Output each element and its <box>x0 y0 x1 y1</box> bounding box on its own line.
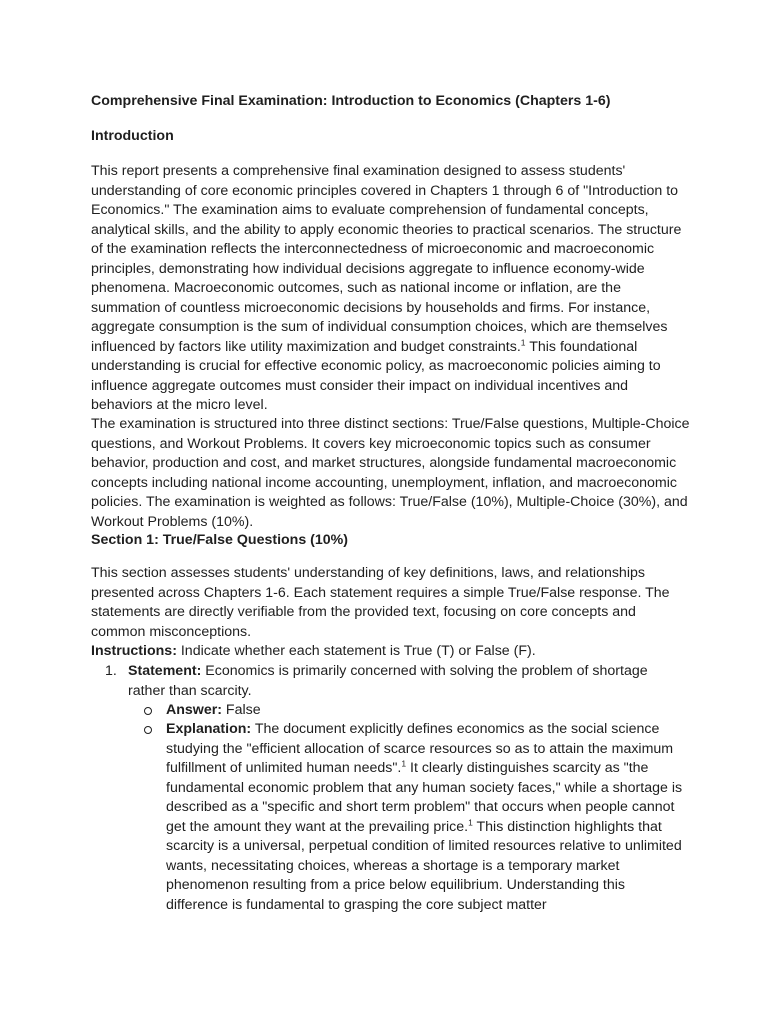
introduction-paragraph-2: The examination is structured into three distinct sections: True/False questions, Multiple-Choice questions, and Workout Problems. It covers key microeconomic topics such as consumer behavior, production and cost, and market structures, alongside fundamental macroeconomic concepts including national income accounting, unemployment, inflation, and macroeconomic policies. The examination is weighted as follows: True/False (10%), Multiple-Choice (30%), and Workout Problems (10%). <box>91 416 690 530</box>
instructions-label: Instructions: <box>91 643 177 659</box>
introduction-paragraph-1 <box>91 162 691 416</box>
circle-bullet-icon <box>144 707 152 715</box>
circle-bullet-icon <box>144 726 152 734</box>
answer-label: Answer: <box>166 702 222 718</box>
answer-text: False <box>221 702 261 718</box>
document-title: Comprehensive Final Examination: Introduction to Economics (Chapters 1-6) <box>91 93 611 109</box>
footnote-marker: 1 <box>401 758 407 769</box>
footnote-marker: 1 <box>468 816 473 827</box>
statement-label: Statement: <box>128 663 202 679</box>
introduction-heading: Introduction <box>91 128 174 144</box>
explanation-text-a: The document explicitly defines economics as the social science studying the "efficient allocation of scarce resources so as to attain the maximum fulfillment of unlimited human needs". <box>166 721 674 776</box>
intro-text-b: This foundational understanding is crucial for effective economic policy, as macroeconomic policies aiming to influence aggregate outcomes must consider their impact on individual incentives and behaviors at the micro level. <box>91 338 661 413</box>
statement-text: Economics is primarily concerned with solving the problem of shortage rather than scarcity. <box>128 663 648 699</box>
statement-line <box>128 662 688 701</box>
section-1-heading: Section 1: True/False Questions (10%) <box>91 532 349 548</box>
list-number: 1. <box>105 663 117 679</box>
list-item <box>105 662 688 701</box>
explanation-label: Explanation: <box>166 721 252 737</box>
explanation-text-c: This distinction highlights that scarcity is a universal, perpetual condition of limited resources relative to unlimited wants, necessitating choices, whereas a shortage is a temporary market phenomenon resulting from a price below equilibrium. Understanding this difference is fundamental to grasping the core subject matter <box>166 818 682 913</box>
answer-item <box>166 701 686 721</box>
intro-text-a: This report presents a comprehensive final examination designed to assess students' understanding of core economic principles covered in Chapters 1 through 6 of "Introduction to Economics." The examination aims to evaluate comprehension of fundamental concepts, analytical skills, and the ability to apply economic theories to practical scenarios. The structure of the examination reflects the interconnectedness of microeconomic and macroeconomic principles, demonstrating how individual decisions aggregate to influence economy-wide phenomena. Macroeconomic outcomes, such as national income or inflation, are the summation of countless microeconomic decisions by households and firms. For instance, aggregate consumption is the sum of individual consumption choices, which are themselves influenced by factors like utility maximization and budget constraints. <box>91 163 682 355</box>
instructions-line <box>91 642 691 662</box>
explanation-item <box>166 720 686 915</box>
section-1-paragraph: This section assesses students' understanding of key definitions, laws, and relationships presented across Chapters 1-6. Each statement requires a simple True/False response. The statements are directly verifiable from the provided text, focusing on core concepts and common misconceptions. <box>91 565 670 640</box>
footnote-marker: 1 <box>520 336 526 347</box>
instructions-text: Indicate whether each statement is True (T) or False (F). <box>176 643 536 659</box>
explanation-text-b: It clearly distinguishes scarcity as "the fundamental economic problem that any human society faces," while a shortage is described as a "specific and short term problem" that occurs when people cannot get the amount they want at the prevailing price. <box>166 760 683 835</box>
